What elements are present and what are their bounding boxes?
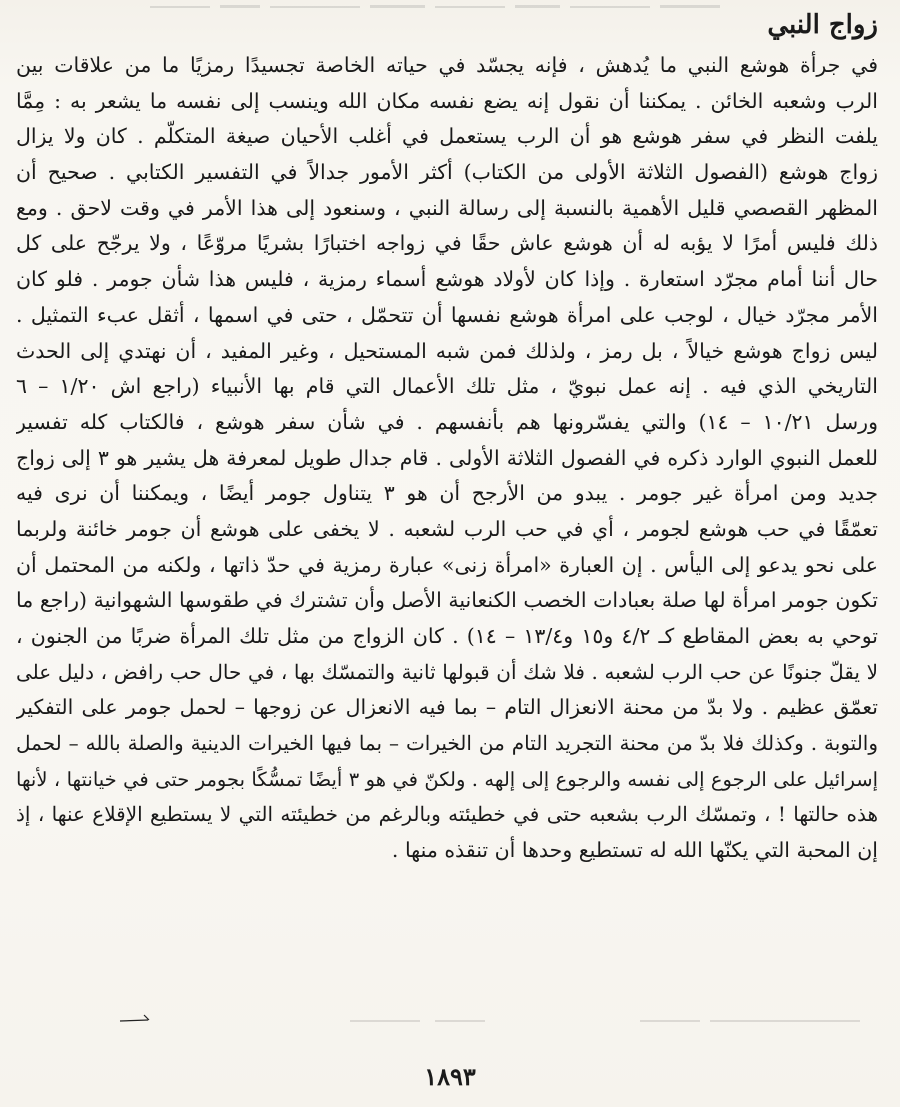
text-line: حال أننا أمام مجرّد استعارة . وإذا كان لأولاد هوشع أسماء رمزية ، فليس هذا شأن جومر . فلو كان: [16, 267, 878, 292]
text-line: في جرأة هوشع النبي ما يُدهش ، فإنه يجسّد في حياته الخاصة تجسيدًا رمزيًا ما من علاقات بين: [16, 53, 878, 77]
text-line: والتوبة . وكذلك فلا بدّ من محنة التجريد التام من الخيرات – بما فيها الخيرات الدينية والصلة بالله – لحمل: [16, 731, 878, 756]
text-line: جديد ومن امرأة غير جومر . يبدو من الأرجح أن هو ٣ يتناول جومر أيضًا ، ويمكننا أن نرى فيه: [16, 481, 878, 506]
text-line: زواج هوشع (الفصول الثلاثة الأولى من الكتاب) أكثر الأمور جدالاً في التفسير الكتابي . صحيح أن: [16, 160, 878, 185]
text-line-last: إن المحبة التي يكنّها الله له تستطيع وحدها أن تنقذه منها .: [391, 838, 878, 863]
show-through-text-bottom: [340, 1014, 880, 1028]
text-line: ورسل ١٠/٢١ – ١٤) والتي يفسّرونها هم بأنفسهم . في شأن سفر هوشع ، فالكتاب كله تفسير: [16, 409, 878, 434]
text-line: لا يقلّ جنونًا عن حب الرب لشعبه . فلا شك أن قبولها ثانية والتمسّك بها ، في حال حب رافض ، دليل على: [16, 659, 878, 684]
text-line: يلفت النظر في سفر هوشع هو أن الرب يستعمل في أغلب الأحيان صيغة المتكلّم . كان ولا يزال: [16, 124, 878, 149]
show-through-texture: [340, 1014, 880, 1028]
text-line: للعمل النبوي الوارد ذكره في الفصول الثلاثة الأولى . قام جدال طويل لمعرفة هل يشير هو ٣ إلى زواج: [16, 445, 878, 470]
text-line: ذلك فليس أمرًا لا يؤبه له أن هوشع عاش حقًا في زواجه اختبارًا بشريًا مروّعًا ، ولا يرجّح على كل: [16, 231, 878, 256]
text-line: التاريخي الذي فيه . إنه عمل نبويّ ، مثل تلك الأعمال التي قام بها الأنبياء (راجع اش ١/٢٠ – ٦: [16, 374, 878, 399]
text-line: الأمر مجرّد خيال ، لوجب على امرأة هوشع نفسها أن تتحمّل ، حتى في اسمها ، أثقل عبء التمثيل .: [16, 302, 878, 327]
page-number: ١٨٩٣: [424, 1062, 476, 1091]
text-line: المظهر القصصي قليل الأهمية بالنسبة إلى رسالة النبي ، وسنعود إلى هذا الأمر في وقت لاحق . ومع: [16, 195, 878, 220]
text-line: تعمّقًا في حب هوشع لجومر ، أي في حب الرب لشعبه . لا يخفى على هوشع أن جومر خائنة ولربما: [16, 516, 878, 541]
pen-mark-icon: [118, 1013, 152, 1023]
text-line: الرب وشعبه الخائن . يمكننا أن نقول إنه يضع نفسه مكان الله وينسب إلى نفسه ما يشعر به : مِمَّا: [16, 88, 878, 113]
text-line: هذه حالتها ! ، وتمسّك الرب بشعبه حتى في خطيئته وبالرغم من خطيئته التي لا يستطيع الإقلاع عنها ، إذ: [16, 802, 878, 827]
text-line: توحي به بعض المقاطع كـ ٤/٢ و١٥ و١٣/٤ – ١٤) . كان الزواج من مثل تلك المرأة ضربًا من الجنون ،: [16, 624, 878, 648]
text-line: إسرائيل على الرجوع إلى نفسه والرجوع إلى إلهه . ولكنّ في هو ٣ أيضًا تمسُّكًا بجومر حتى في خيانتها ، لأنها: [16, 767, 878, 791]
text-line: تكون جومر امرأة لها صلة بعبادات الخصب الكنعانية الأصل وأن تشترك في طقوسها الشهوانية (راجع ما: [16, 588, 878, 613]
text-line: تعمّق عظيم . ولا بدّ من محنة الانعزال التام – بما فيه الانعزال عن زوجها – لحمل جومر على التفكير: [16, 695, 878, 720]
body-text: [16, 48, 878, 869]
show-through-text: [140, 0, 760, 14]
text-line: على نحو يدعو إلى اليأس . إن العبارة «امرأة زنى» عبارة رمزية في حدّ ذاتها ، ولكنه من المحتمل أن: [16, 552, 878, 577]
show-through-texture: [140, 0, 760, 14]
text-line: ليس زواج هوشع خيالاً ، بل رمز ، ولذلك فمن شبه المستحيل ، وغير المفيد ، أن نهتدي إلى الحدث: [16, 338, 878, 363]
chapter-heading: زواج النبي: [767, 10, 878, 40]
